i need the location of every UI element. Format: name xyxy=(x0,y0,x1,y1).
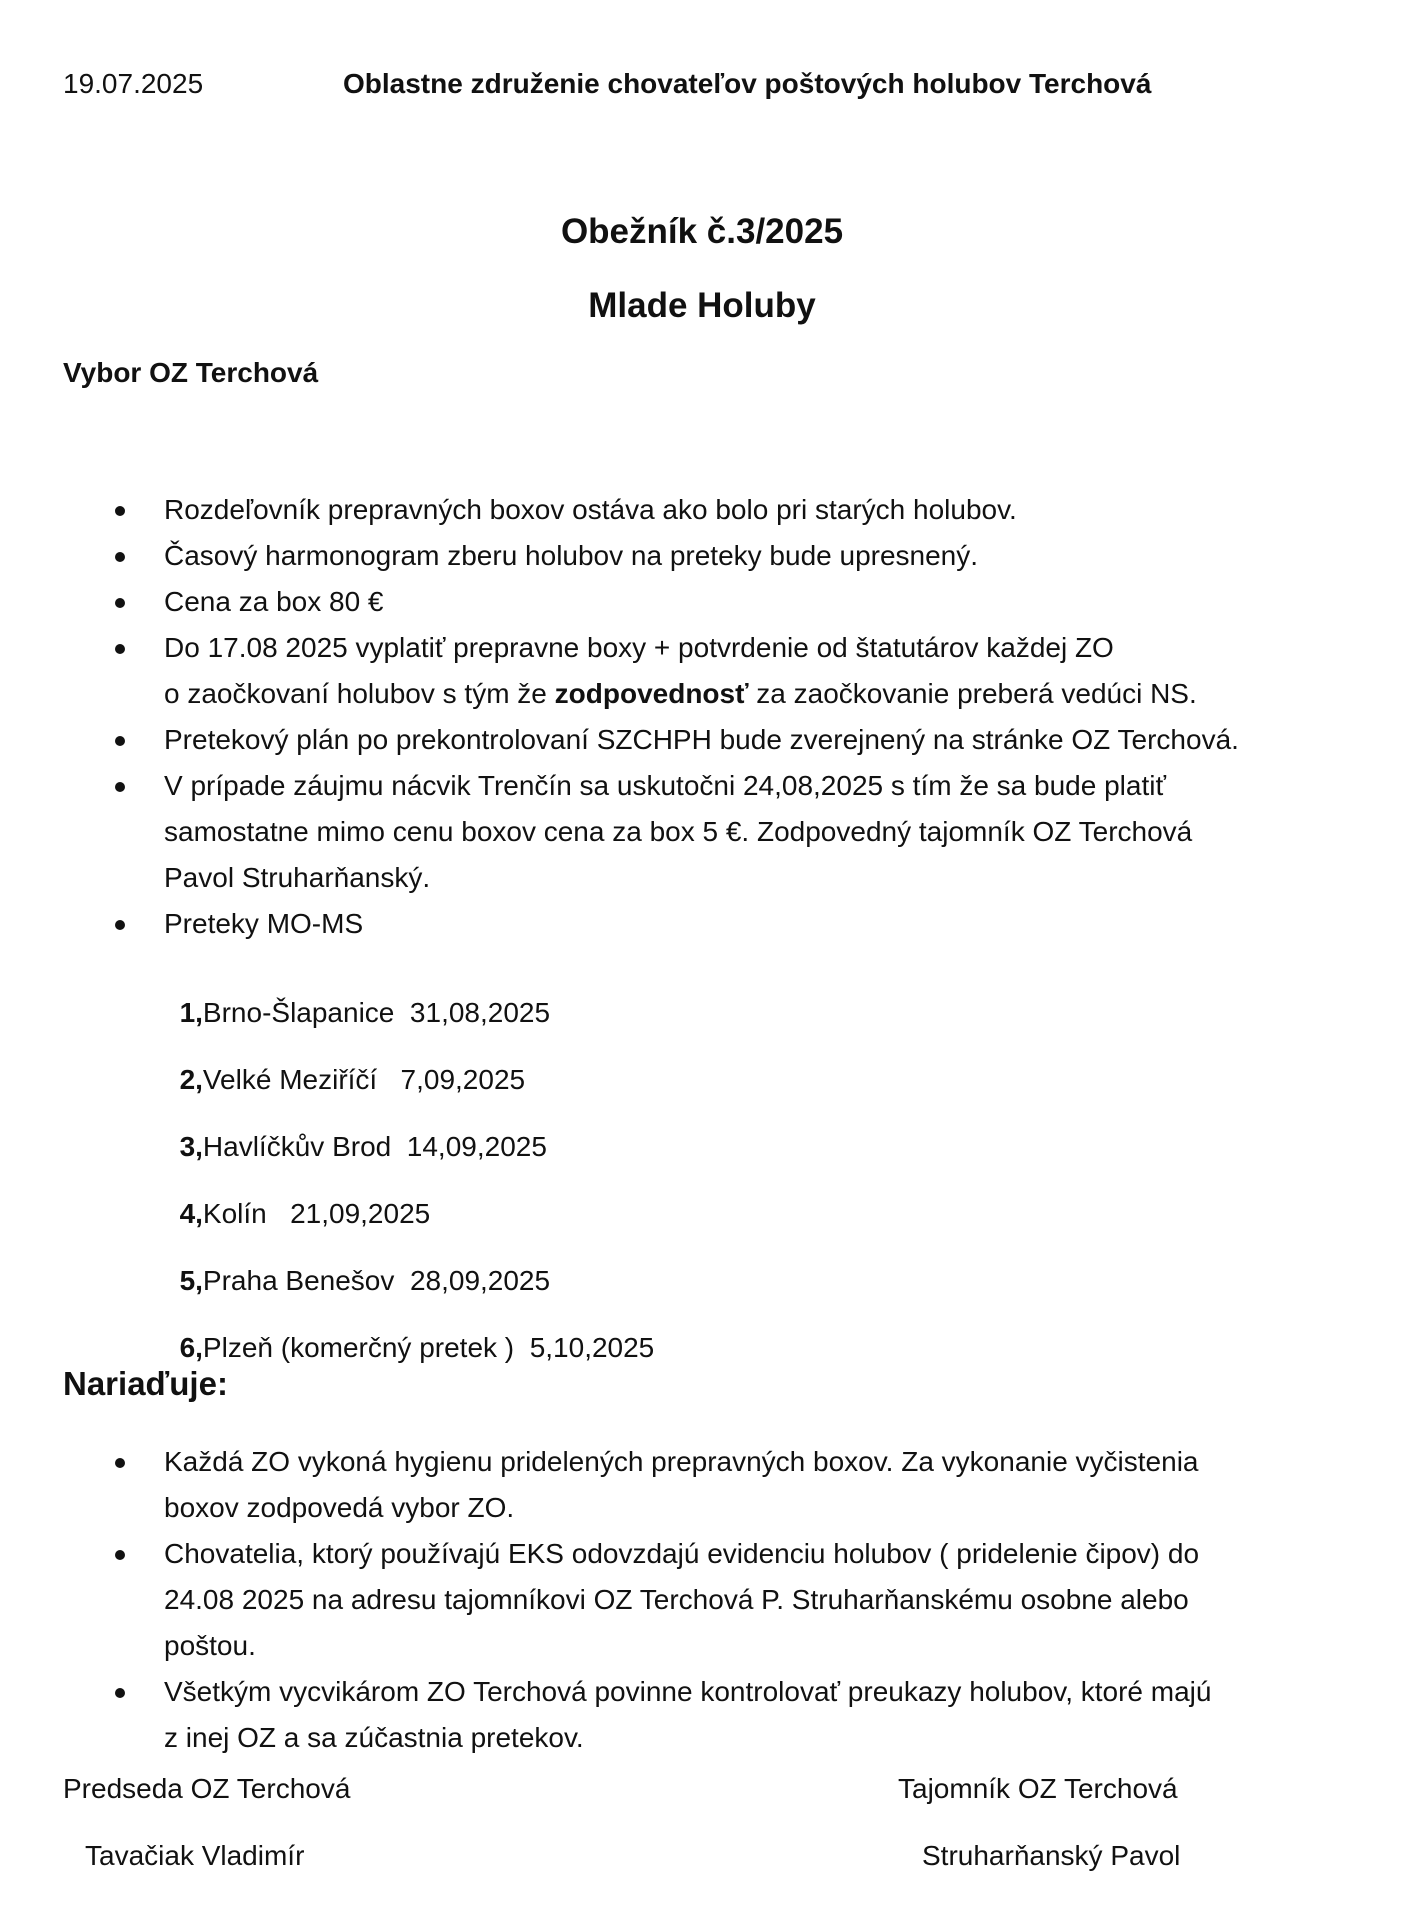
organization-name: Oblastne združenie chovateľov poštových holubov Terchová xyxy=(343,68,1152,99)
race-entry xyxy=(164,1032,525,1096)
race-entry xyxy=(164,1300,654,1364)
list-item-text: za zaočkovanie preberá vedúci NS. xyxy=(748,678,1197,709)
committee-heading: Vybor OZ Terchová xyxy=(63,357,319,388)
list-item-text: Cena za box 80 € xyxy=(164,586,384,617)
orders-list xyxy=(115,1439,1360,1761)
list-item-text: poštou. xyxy=(164,1630,256,1661)
list-item-text: Časový harmonogram zberu holubov na preteky bude upresnený. xyxy=(164,540,979,571)
orders-heading: Nariaďuje: xyxy=(63,1365,228,1402)
list-item-text: Každá ZO vykoná hygienu pridelených prepravných boxov. Za vykonanie vyčistenia xyxy=(164,1446,1199,1477)
race-number: 2, xyxy=(179,1064,203,1095)
list-item-text: Chovatelia, ktorý používajú EKS odovzdajú evidenciu holubov ( pridelenie čipov) do xyxy=(164,1538,1200,1569)
announcement-list xyxy=(115,487,1360,947)
list-item-text: Do 17.08 2025 vyplatiť prepravne boxy + potvrdenie od štatutárov každej ZO xyxy=(164,632,1114,663)
race-text: Plzeň (komerčný pretek ) 5,10,2025 xyxy=(202,1332,655,1363)
race-text: Kolín 21,09,2025 xyxy=(202,1198,431,1229)
chairman-role: Predseda OZ Terchová xyxy=(63,1773,351,1804)
bullet-icon xyxy=(115,1458,125,1468)
bullet-icon xyxy=(115,782,125,792)
bullet-icon xyxy=(115,506,125,516)
list-item-text: Rozdeľovník prepravných boxov ostáva ako bolo pri starých holubov. xyxy=(164,494,1017,525)
list-item xyxy=(115,1531,1360,1669)
list-item xyxy=(115,763,1360,901)
list-item xyxy=(115,579,1360,625)
list-item xyxy=(115,1439,1360,1531)
race-number: 5, xyxy=(179,1265,203,1296)
list-item-text: z inej OZ a sa zúčastnia pretekov. xyxy=(164,1722,584,1753)
secretary-name: Struharňanský Pavol xyxy=(922,1840,1181,1871)
race-text: Brno-Šlapanice 31,08,2025 xyxy=(202,997,551,1028)
document-subtitle: Mlade Holuby xyxy=(588,286,816,325)
list-item xyxy=(115,625,1360,717)
list-item-text: 24.08 2025 na adresu tajomníkovi OZ Terchová P. Struharňanskému osobne alebo xyxy=(164,1584,1189,1615)
list-item-text: o zaočkovaní holubov s tým že xyxy=(164,678,555,709)
race-number: 1, xyxy=(179,997,203,1028)
document-title: Obežník č.3/2025 xyxy=(560,212,844,251)
bullet-icon xyxy=(115,598,125,608)
bullet-icon xyxy=(115,1688,125,1698)
list-item xyxy=(115,717,1360,763)
list-item-text: Všetkým vycvikárom ZO Terchová povinne kontrolovať preukazy holubov, ktoré majú xyxy=(164,1676,1212,1707)
list-item xyxy=(115,901,1360,947)
list-item-text: boxov zodpovedá vybor ZO. xyxy=(164,1492,515,1523)
race-text: Praha Benešov 28,09,2025 xyxy=(202,1265,551,1296)
document-date: 19.07.2025 xyxy=(63,68,204,99)
race-entry xyxy=(164,1166,430,1230)
list-item xyxy=(115,487,1360,533)
bullet-icon xyxy=(115,644,125,654)
race-number: 4, xyxy=(179,1198,203,1229)
race-entry xyxy=(164,965,550,1029)
list-item-text: V prípade záujmu nácvik Trenčín sa uskutočni 24,08,2025 s tím že sa bude platiť xyxy=(164,770,1166,801)
chairman-name: Tavačiak Vladimír xyxy=(85,1840,305,1871)
bullet-icon xyxy=(115,920,125,930)
bullet-icon xyxy=(115,736,125,746)
bullet-icon xyxy=(115,552,125,562)
race-text: Havlíčkův Brod 14,09,2025 xyxy=(202,1131,547,1162)
race-number: 3, xyxy=(179,1131,203,1162)
race-text: Velké Meziříčí 7,09,2025 xyxy=(202,1064,526,1095)
bullet-icon xyxy=(115,1550,125,1560)
list-item-text: Pretekový plán po prekontrolovaní SZCHPH bude zverejnený na stránke OZ Terchová. xyxy=(164,724,1239,755)
list-item-text: Preteky MO-MS xyxy=(164,908,364,939)
race-entry xyxy=(164,1099,547,1163)
emphasis-text: zodpovednosť xyxy=(554,678,749,709)
race-entry xyxy=(164,1233,550,1297)
secretary-role: Tajomník OZ Terchová xyxy=(898,1773,1178,1804)
race-number: 6, xyxy=(179,1332,203,1363)
list-item xyxy=(115,533,1360,579)
list-item-text: samostatne mimo cenu boxov cena za box 5 €. Zodpovedný tajomník OZ Terchová xyxy=(164,816,1193,847)
list-item xyxy=(115,1669,1360,1761)
list-item-text: Pavol Struharňanský. xyxy=(164,862,431,893)
